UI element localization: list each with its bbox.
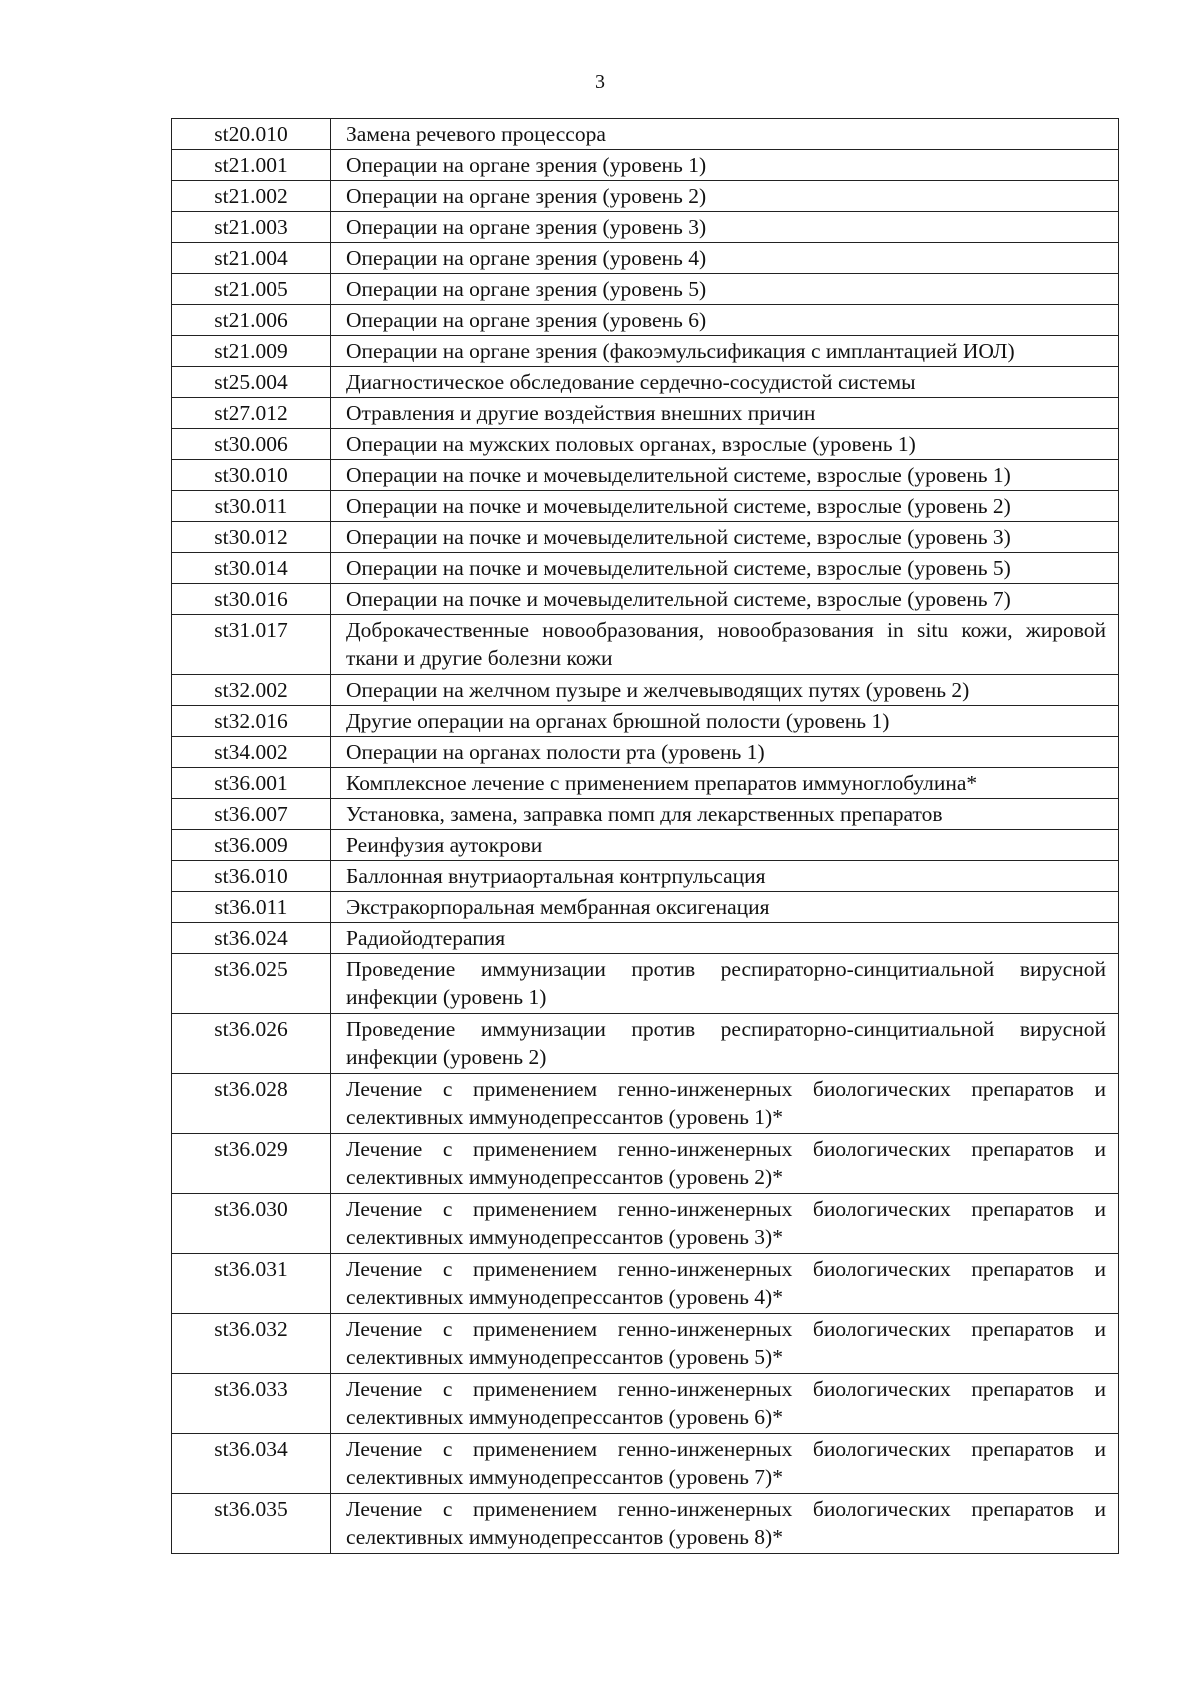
table-row xyxy=(172,861,1119,892)
row-description: Проведение иммунизации против респираторно-синцитиальной вирусной инфекции (уровень 1) xyxy=(331,954,1119,1014)
codes-table-body xyxy=(172,119,1119,1554)
row-code: st36.009 xyxy=(172,830,331,861)
table-row xyxy=(172,491,1119,522)
table-row xyxy=(172,954,1119,1014)
row-code: st30.012 xyxy=(172,522,331,553)
row-code: st27.012 xyxy=(172,398,331,429)
row-description: Замена речевого процессора xyxy=(331,119,1119,150)
row-description: Установка, замена, заправка помп для лекарственных препаратов xyxy=(331,799,1119,830)
row-description: Лечение с применением генно-инженерных биологических препаратов и селективных иммунодепрессантов (уровень 8)* xyxy=(331,1494,1119,1554)
table-row xyxy=(172,243,1119,274)
row-code: st36.030 xyxy=(172,1194,331,1254)
table-row xyxy=(172,615,1119,675)
row-description: Операции на органе зрения (уровень 2) xyxy=(331,181,1119,212)
row-code: st36.028 xyxy=(172,1074,331,1134)
table-row xyxy=(172,737,1119,768)
table-row xyxy=(172,675,1119,706)
row-code: st21.009 xyxy=(172,336,331,367)
row-description: Лечение с применением генно-инженерных биологических препаратов и селективных иммунодепрессантов (уровень 3)* xyxy=(331,1194,1119,1254)
row-description: Лечение с применением генно-инженерных биологических препаратов и селективных иммунодепрессантов (уровень 7)* xyxy=(331,1434,1119,1494)
table-row xyxy=(172,923,1119,954)
row-code: st30.006 xyxy=(172,429,331,460)
table-row xyxy=(172,1374,1119,1434)
table-row xyxy=(172,1434,1119,1494)
row-description: Реинфузия аутокрови xyxy=(331,830,1119,861)
table-row xyxy=(172,522,1119,553)
table-row xyxy=(172,1134,1119,1194)
page-number: 3 xyxy=(595,71,605,93)
row-description: Отравления и другие воздействия внешних причин xyxy=(331,398,1119,429)
row-description: Радиойодтерапия xyxy=(331,923,1119,954)
row-code: st30.011 xyxy=(172,491,331,522)
row-code: st36.034 xyxy=(172,1434,331,1494)
table-row xyxy=(172,1014,1119,1074)
row-description: Баллонная внутриаортальная контрпульсация xyxy=(331,861,1119,892)
row-description: Операции на органе зрения (уровень 1) xyxy=(331,150,1119,181)
row-code: st36.029 xyxy=(172,1134,331,1194)
row-description: Операции на почке и мочевыделительной системе, взрослые (уровень 1) xyxy=(331,460,1119,491)
row-code: st36.031 xyxy=(172,1254,331,1314)
row-description: Лечение с применением генно-инженерных биологических препаратов и селективных иммунодепрессантов (уровень 5)* xyxy=(331,1314,1119,1374)
row-code: st21.004 xyxy=(172,243,331,274)
row-code: st34.002 xyxy=(172,737,331,768)
row-description: Операции на почке и мочевыделительной системе, взрослые (уровень 2) xyxy=(331,491,1119,522)
row-code: st30.010 xyxy=(172,460,331,491)
row-code: st36.011 xyxy=(172,892,331,923)
row-description: Лечение с применением генно-инженерных биологических препаратов и селективных иммунодепрессантов (уровень 6)* xyxy=(331,1374,1119,1434)
row-description: Операции на органах полости рта (уровень 1) xyxy=(331,737,1119,768)
row-code: st36.035 xyxy=(172,1494,331,1554)
row-code: st21.003 xyxy=(172,212,331,243)
row-code: st32.016 xyxy=(172,706,331,737)
row-description: Операции на почке и мочевыделительной системе, взрослые (уровень 3) xyxy=(331,522,1119,553)
row-description: Операции на органе зрения (уровень 4) xyxy=(331,243,1119,274)
table-row xyxy=(172,460,1119,491)
row-code: st36.025 xyxy=(172,954,331,1014)
row-code: st25.004 xyxy=(172,367,331,398)
row-description: Лечение с применением генно-инженерных биологических препаратов и селективных иммунодепрессантов (уровень 1)* xyxy=(331,1074,1119,1134)
row-code: st36.032 xyxy=(172,1314,331,1374)
row-description: Экстракорпоральная мембранная оксигенация xyxy=(331,892,1119,923)
row-description: Операции на органе зрения (уровень 6) xyxy=(331,305,1119,336)
row-code: st30.014 xyxy=(172,553,331,584)
table-row xyxy=(172,1254,1119,1314)
row-code: st20.010 xyxy=(172,119,331,150)
table-row xyxy=(172,367,1119,398)
table-row xyxy=(172,1314,1119,1374)
row-description: Лечение с применением генно-инженерных биологических препаратов и селективных иммунодепрессантов (уровень 4)* xyxy=(331,1254,1119,1314)
row-code: st36.001 xyxy=(172,768,331,799)
table-row xyxy=(172,274,1119,305)
row-code: st36.007 xyxy=(172,799,331,830)
table-row xyxy=(172,336,1119,367)
table-row xyxy=(172,429,1119,460)
codes-table xyxy=(171,118,1119,1554)
row-description: Операции на желчном пузыре и желчевыводящих путях (уровень 2) xyxy=(331,675,1119,706)
table-row xyxy=(172,706,1119,737)
row-description: Операции на органе зрения (уровень 3) xyxy=(331,212,1119,243)
row-code: st36.033 xyxy=(172,1374,331,1434)
row-description: Комплексное лечение с применением препаратов иммуноглобулина* xyxy=(331,768,1119,799)
row-description: Диагностическое обследование сердечно-сосудистой системы xyxy=(331,367,1119,398)
table-row xyxy=(172,584,1119,615)
row-code: st21.006 xyxy=(172,305,331,336)
table-row xyxy=(172,150,1119,181)
row-code: st36.024 xyxy=(172,923,331,954)
table-row xyxy=(172,398,1119,429)
table-row xyxy=(172,1074,1119,1134)
row-code: st21.001 xyxy=(172,150,331,181)
row-code: st31.017 xyxy=(172,615,331,675)
table-row xyxy=(172,119,1119,150)
table-row xyxy=(172,892,1119,923)
row-code: st21.002 xyxy=(172,181,331,212)
table-row xyxy=(172,1194,1119,1254)
row-code: st21.005 xyxy=(172,274,331,305)
table-row xyxy=(172,181,1119,212)
row-description: Операции на органе зрения (уровень 5) xyxy=(331,274,1119,305)
row-description: Операции на мужских половых органах, взрослые (уровень 1) xyxy=(331,429,1119,460)
table-row xyxy=(172,553,1119,584)
row-description: Лечение с применением генно-инженерных биологических препаратов и селективных иммунодепрессантов (уровень 2)* xyxy=(331,1134,1119,1194)
row-description: Доброкачественные новообразования, новообразования in situ кожи, жировой ткани и другие болезни кожи xyxy=(331,615,1119,675)
row-code: st32.002 xyxy=(172,675,331,706)
table-row xyxy=(172,212,1119,243)
row-description: Операции на почке и мочевыделительной системе, взрослые (уровень 5) xyxy=(331,553,1119,584)
row-code: st30.016 xyxy=(172,584,331,615)
row-description: Проведение иммунизации против респираторно-синцитиальной вирусной инфекции (уровень 2) xyxy=(331,1014,1119,1074)
row-code: st36.026 xyxy=(172,1014,331,1074)
table-row xyxy=(172,1494,1119,1554)
table-row xyxy=(172,830,1119,861)
row-code: st36.010 xyxy=(172,861,331,892)
row-description: Другие операции на органах брюшной полости (уровень 1) xyxy=(331,706,1119,737)
row-description: Операции на почке и мочевыделительной системе, взрослые (уровень 7) xyxy=(331,584,1119,615)
table-row xyxy=(172,768,1119,799)
row-description: Операции на органе зрения (факоэмульсификация с имплантацией ИОЛ) xyxy=(331,336,1119,367)
table-row xyxy=(172,799,1119,830)
table-row xyxy=(172,305,1119,336)
